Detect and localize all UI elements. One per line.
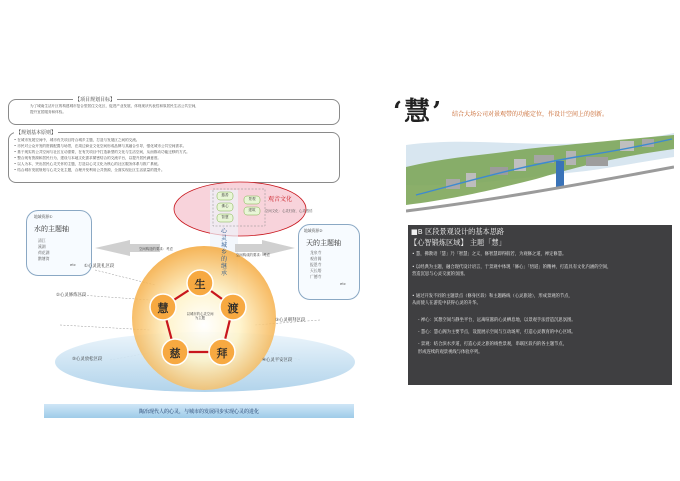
water-axis-label: 地域资源① bbox=[34, 214, 53, 219]
principle-line-6: • 结合城市发展规划与心灵文化主题，合理开发利用公共资源，全面实现社区生活质量的提升。 bbox=[14, 168, 165, 172]
bottom-banner-text: 陶冶现代人的心灵，与城市的发展同步实现心灵的进化 bbox=[138, 409, 259, 415]
pentagon-center-text: 以城市的心灵空间为主题 bbox=[186, 312, 214, 321]
zone-label-4: ④心灵平安区段 bbox=[262, 358, 293, 363]
sky-axis-item-1: 龙泉寺 bbox=[310, 250, 322, 255]
planning-goal-line-1: 为了城南生活片区的构建城市复合型居住文化区，促进产业发展，体现现状代表性和原居民生活公共空间， bbox=[30, 104, 199, 108]
sky-axis-item-5: 广德寺 bbox=[310, 274, 322, 279]
spine-text: 心灵城乡的继承 bbox=[221, 228, 228, 277]
principle-line-1: • 在城市发展空间中，城市有关项目符合城乡主题，打造与发展区之间的交流。 bbox=[14, 138, 140, 142]
building-7 bbox=[586, 157, 608, 166]
panel-bullet-3b: 从而使人在游览中获得心灵的升华。 bbox=[412, 301, 481, 306]
panel-subtitle-zone: 【心智锻炼区域】 bbox=[410, 238, 468, 247]
pentagon-node-sheng: 生 bbox=[194, 278, 206, 291]
site-plan-map bbox=[406, 127, 674, 221]
plaza-marker bbox=[556, 161, 564, 187]
panel-bullet-1: • 慧，佛教语「慧」乃「智慧」之义，修智慧即得般若，为观修之道，禅定修慧。 bbox=[412, 252, 567, 257]
water-axis-item-4: 鹅塘湾 bbox=[38, 256, 50, 261]
principle-line-5: • 以人为本，突出居民心灵关怀的主题，打造以心灵文化为核心的社区服务体系与推广系统。 bbox=[14, 162, 162, 166]
panel-subtitle bbox=[410, 238, 506, 248]
oval-node-label-1: 慈善 bbox=[221, 193, 229, 197]
oval-red-label: 观音文化 bbox=[268, 196, 293, 203]
zone-label-5: ⑤心灵放松区段 bbox=[72, 357, 103, 362]
water-axis-item-3: 荷花湖 bbox=[38, 250, 50, 255]
panel-sub-bullet-1: - 禅心：冥想空间与静坐平台，远离喧嚣的心灵栖息地，以景观手法营造沉思氛围。 bbox=[418, 318, 576, 323]
principle-line-3: • 基于现实的公共空间与社区互动需要，在有关项目中打造新型的文化与生活空间，从而推动功能迁移的方式。 bbox=[14, 150, 190, 154]
spine-left-arrow-label: 空间构造的要求：考虑 bbox=[139, 247, 173, 251]
sky-axis-item-etc: etc bbox=[340, 281, 346, 286]
oval-node-label-4: 建筑 bbox=[248, 208, 256, 212]
panel-bullet-3: • 通过开发不同的主题景点（修身区段）和主题路线（心灵旅途），形成景观的节点， bbox=[412, 294, 573, 299]
panel-subtitle-theme: 主题「慧」 bbox=[469, 238, 506, 247]
zone-label-1: ①心灵洗礼区段 bbox=[84, 264, 115, 269]
pentagon-node-hui: 慧 bbox=[157, 302, 169, 315]
oval-node-label-5: 景观 bbox=[248, 197, 256, 201]
principle-line-2: • 市民对公众开发的资源配置与场景，在周边商业文化空间形成品牌与其融合引导，强化城市公共空间需求。 bbox=[14, 144, 187, 148]
panel-sub-bullet-3: - 景观：结合滨水步道，打造心灵之旅的线性景观，串联区段内的各主题节点， bbox=[418, 342, 568, 347]
panel-bullet-2b: 营造沉思与心灵交流的氛围。 bbox=[412, 272, 468, 277]
sky-axis-label: 地域资源② bbox=[304, 228, 323, 233]
spine-right-arrow-label: 空间构成的要求：考虑 bbox=[236, 253, 270, 257]
panel-sub-bullet-2: - 慧心：慧心阁为主要节点，设置展示空间与互动场所，打造心灵教育的中心区域。 bbox=[418, 330, 576, 335]
sky-axis-item-4: 天长塔 bbox=[310, 268, 322, 273]
water-axis-item-2: 溪湖 bbox=[38, 244, 46, 249]
zone-label-3: ③心灵朝拜区段 bbox=[275, 318, 306, 323]
planning-goal-line-2: 提升宜居服务和体验。 bbox=[30, 110, 66, 114]
water-axis-item-1: 清江 bbox=[38, 238, 46, 243]
panel-title: ■B 区段景观设计的基本思路 bbox=[411, 227, 505, 236]
panel-sub-bullet-3b: 形成连续的观景视线与体验序列。 bbox=[418, 350, 483, 355]
water-axis-title: 水的主题轴 bbox=[34, 225, 69, 233]
sky-axis-item-2: 观音阁 bbox=[310, 256, 322, 261]
pentagon-node-bai: 拜 bbox=[216, 347, 228, 360]
oval-note: 空间文化：心灵归宿，心灵感悟 bbox=[265, 209, 313, 213]
panel-bullet-2: • 以经典为主题，融合现代设计语言，于景观中体现「修心」「悟道」的精神，打造具有文化内涵的空间， bbox=[412, 265, 612, 270]
oval-node-label-3: 智慧 bbox=[221, 215, 229, 219]
planning-principles-title: 【 规划基本原则 】 bbox=[14, 129, 58, 136]
sky-axis-item-3: 报恩寺 bbox=[310, 262, 322, 267]
principle-line-4: • 整合现有资源和居民行为，建设与本地文化需求紧密结合的交流平台，以提升居民满意度。 bbox=[14, 156, 162, 160]
zone-label-2: ②心灵修炼区段 bbox=[56, 293, 87, 298]
hui-title: ‘慧’ bbox=[393, 97, 444, 127]
hui-title-char: 慧 bbox=[404, 97, 433, 127]
sky-axis-box bbox=[298, 224, 360, 300]
sky-axis-title: 天的主题轴 bbox=[306, 239, 341, 247]
pentagon-node-du: 渡 bbox=[227, 302, 239, 315]
planning-goal-title: 【 项目规划目标 】 bbox=[73, 96, 117, 103]
hui-description: 结合大场公司对景观带的功能定位，作设计空间上的创新。 bbox=[452, 111, 609, 118]
pentagon-node-ci: 慈 bbox=[169, 347, 181, 360]
oval-node-label-2: 佛心 bbox=[221, 204, 229, 208]
water-axis-item-etc: etc bbox=[70, 262, 76, 267]
